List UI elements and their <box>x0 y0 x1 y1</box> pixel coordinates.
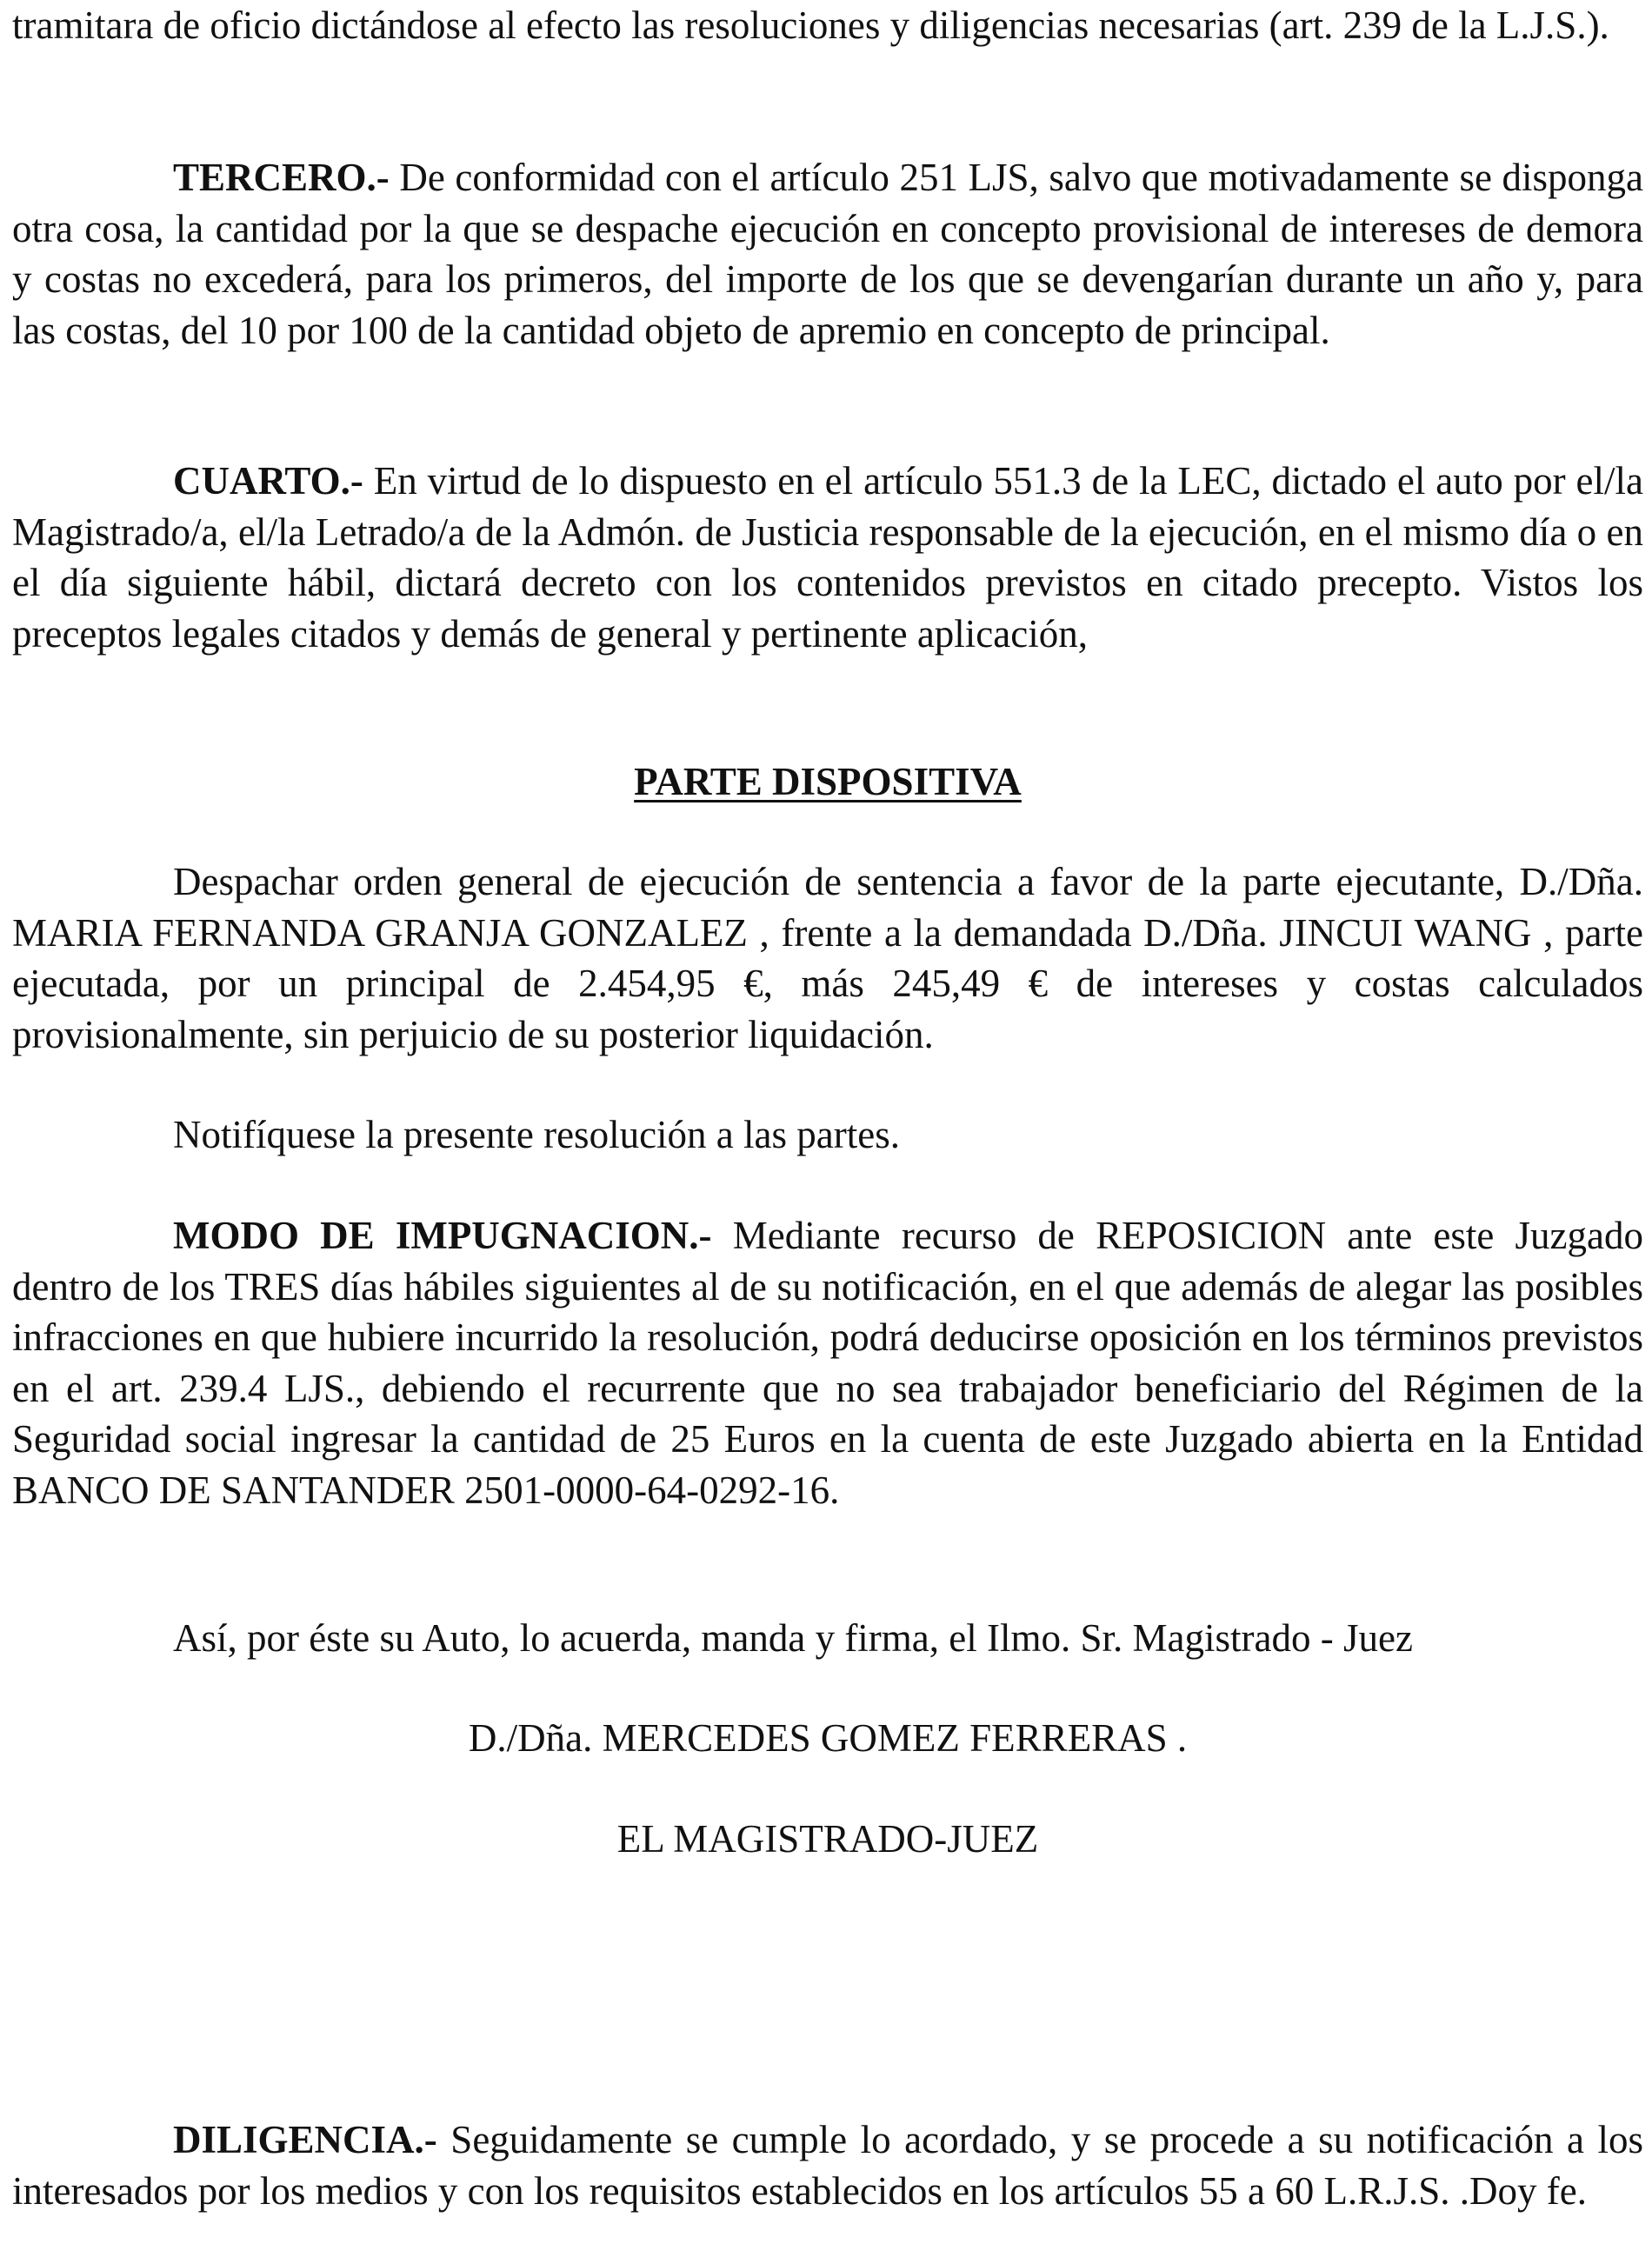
cuarto-text: En virtud de lo dispuesto en el artículo 551.3 de la LEC, dictado el auto por el/la Magistrado/a, el/la Letrado/a de la Admón. de Justicia responsable de la ejecución, en el mismo día o en el día siguiente hábil, dictará decreto con los contenidos previstos en citado precepto. Vistos los preceptos legales citados y demás de general y pertinente aplicación, <box>12 459 1643 656</box>
tercero-label: TERCERO.- <box>173 156 390 199</box>
tercero-text: De conformidad con el artículo 251 LJS, salvo que motivadamente se disponga otra cosa, la cantidad por la que se despache ejecución en concepto provisional de intereses de demora y costas no excederá, para los primeros, del importe de los que se devengarían durante un año y, para las costas, del 10 por 100 de la cantidad objeto de apremio en concepto de principal. <box>12 156 1643 352</box>
diligencia-label: DILIGENCIA.- <box>173 2118 437 2161</box>
intro-paragraph: tramitara de oficio dictándose al efecto las resoluciones y diligencias necesarias (art. 239 de la L.J.S.). <box>12 3 1609 47</box>
despachar-paragraph: Despachar orden general de ejecución de sentencia a favor de la parte ejecutante, D./Dña. MARIA FERNANDA GRANJA GONZALEZ , frente a la demandada D./Dña. JINCUI WANG , parte ejecutada, por un principal de 2.454,95 €, más 245,49 € de intereses y costas calculados provisionalmente, sin perjuicio de su posterior liquidación. <box>12 860 1643 1056</box>
parte-dispositiva-title: PARTE DISPOSITIVA <box>634 760 1022 803</box>
signer-title: EL MAGISTRADO-JUEZ <box>616 1817 1039 1861</box>
diligencia-paragraph <box>12 2114 1643 2216</box>
modo-impugnacion-paragraph <box>12 1210 1643 1515</box>
asi-paragraph: Así, por éste su Auto, lo acuerda, manda y firma, el Ilmo. Sr. Magistrado - Juez <box>173 1616 1413 1660</box>
notifiquese-paragraph: Notifíquese la presente resolución a las partes. <box>173 1113 900 1156</box>
diligencia-text: Seguidamente se cumple lo acordado, y se procede a su notificación a los interesados por los medios y con los requisitos establecidos en los artículos 55 a 60 L.R.J.S. .Doy fe. <box>12 2118 1643 2213</box>
signer-name: D./Dña. MERCEDES GOMEZ FERRERAS . <box>468 1716 1188 1760</box>
cuarto-label: CUARTO.- <box>173 459 363 503</box>
tercero-paragraph <box>12 152 1643 356</box>
modo-impugnacion-label: MODO DE IMPUGNACION.- <box>173 1214 712 1257</box>
modo-impugnacion-text: Mediante recurso de REPOSICION ante este Juzgado dentro de los TRES días hábiles siguientes al de su notificación, en el que además de alegar las posibles infracciones en que hubiere incurrido la resolución, podrá deducirse oposición en los términos previstos en el art. 239.4 LJS., debiendo el recurrente que no sea trabajador beneficiario del Régimen de la Seguridad social ingresar la cantidad de 25 Euros en la cuenta de este Juzgado abierta en la Entidad BANCO DE SANTANDER 2501-0000-64-0292-16. <box>12 1214 1643 1512</box>
cuarto-paragraph <box>12 456 1643 659</box>
